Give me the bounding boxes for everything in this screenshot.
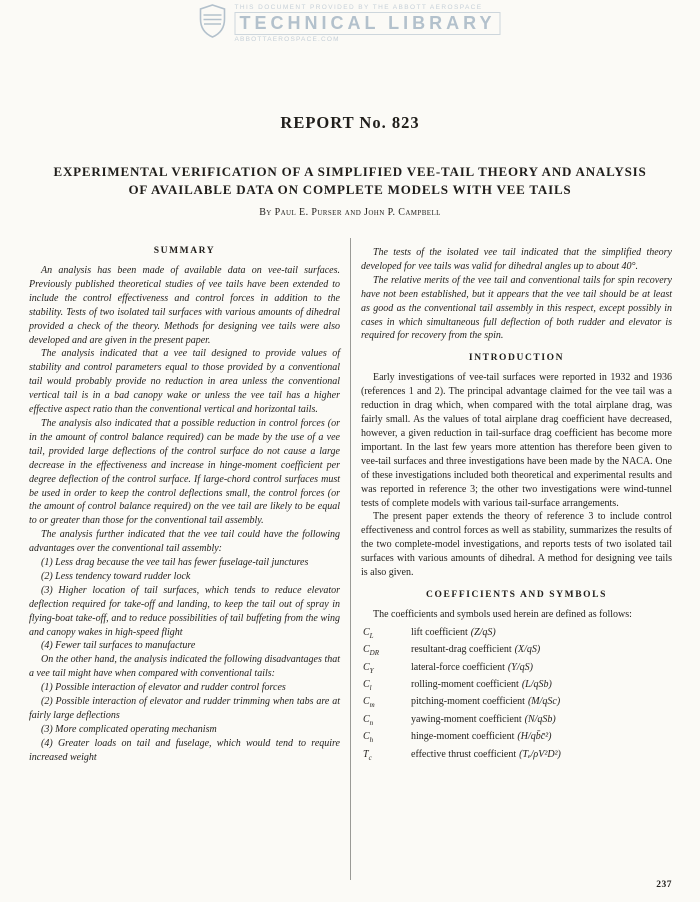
summary-advantage-item: (2) Less tendency toward rudder lock — [41, 570, 191, 582]
symbol-formula: (L/qSb) — [521, 679, 552, 691]
left-column — [29, 246, 340, 765]
symbol-base: C — [363, 644, 370, 656]
symbol-subscript: m — [369, 701, 375, 710]
summary-disadvantage-item: (1) Possible interaction of elevator and rudder control forces — [41, 682, 286, 694]
watermark-text-block — [235, 4, 501, 43]
symbol-definition — [411, 661, 672, 678]
symbol — [361, 748, 411, 765]
symbol-formula: (H/qb̄c̄²) — [517, 731, 552, 743]
symbol-subscript: c — [368, 753, 372, 762]
introduction-heading: INTRODUCTION — [468, 353, 565, 364]
summary-advantage-item: (3) Higher location of tail surfaces, which tends to reduce elevator deflection required for take-off and landing, to keep the tail out of spray in flying-boat take-off, and to reduce possibilities of tail buffeting from the wing and canopy wakes in high-speed flight — [29, 584, 340, 638]
introduction-paragraph: The present paper extends the theory of reference 3 to include control effectiveness and control forces as well as stability, summarizes the results of the two complete-model investigations, and reports tests of two isolated tail surfaces with various amounts of dihedral. A method for designing vee tails is also given. — [361, 511, 672, 579]
symbol-base: C — [363, 713, 370, 725]
symbol-formula: (Tₑ/ρV²D²) — [519, 748, 561, 760]
symbol-row — [361, 695, 672, 712]
symbol-formula: (X/qS) — [514, 644, 541, 656]
symbol-row — [361, 643, 672, 660]
symbol-base: C — [363, 731, 370, 743]
symbol-definition — [411, 748, 672, 765]
summary-advantage-item: (4) Fewer tail surfaces to manufacture — [41, 640, 196, 652]
symbol-row — [361, 748, 672, 765]
symbol-row — [361, 730, 672, 747]
symbol-row — [361, 661, 672, 678]
symbol-definition — [411, 695, 672, 712]
abbott-aerospace-watermark — [200, 4, 501, 43]
symbol-definition-text: yawing-moment coefficient — [411, 713, 522, 725]
summary-paragraph: An analysis has been made of available data on vee-tail surfaces. Previously published theoretical studies of vee tails have been extended to include the control effectiveness and control forces in addition to the stability. Tests of two isolated tail surfaces with various amounts of dihedral provided a check of the theory. Methods for designing vee tails were also developed and are given in the present paper. — [29, 265, 340, 346]
symbol-base: C — [363, 679, 370, 691]
symbol — [361, 695, 411, 712]
symbol-definition — [411, 643, 672, 660]
summary-disadvantage-item: (3) More complicated operating mechanism — [41, 723, 217, 735]
symbol — [361, 730, 411, 747]
symbol-subscript: L — [369, 631, 374, 640]
paper-title-line2: OF AVAILABLE DATA ON COMPLETE MODELS WITH VEE TAILS — [128, 182, 572, 197]
summary-paragraph: On the other hand, the analysis indicated the following disadvantages that a vee tail might have when compared with conventional tails: — [29, 654, 340, 680]
report-number: REPORT No. 823 — [280, 113, 420, 132]
summary-paragraph: The tests of the isolated vee tail indicated that the simplified theory developed for vee tails was valid for dihedral angles up to about 40°. — [361, 247, 672, 272]
coefficients-intro: The coefficients and symbols used herein are defined as follows: — [373, 608, 632, 620]
symbol-definition-text: lift coefficient — [411, 626, 468, 638]
symbol-row — [361, 678, 672, 695]
symbol — [361, 626, 411, 643]
symbol-definition — [411, 713, 672, 730]
summary-paragraph: The analysis indicated that a vee tail designed to provide values of stability and control parameters equal to those provided by a conventional tail would probably provide no reduction in area unless the conventional vertical tail is in a bad canopy wake or unless the vee tail has a higher effective aspect ratio than the conventional vertical and horizontal tails. — [29, 348, 340, 416]
page-number: 237 — [656, 880, 672, 890]
symbol-subscript: DR — [369, 649, 380, 658]
symbol-base: C — [363, 626, 370, 638]
right-column — [361, 246, 672, 765]
symbol-definition-text: pitching-moment coefficient — [411, 696, 525, 708]
symbols-list — [361, 626, 672, 765]
symbol-definition-text: rolling-moment coefficient — [411, 679, 519, 691]
symbol-base: C — [363, 661, 370, 673]
watermark-url-line: ABBOTTAEROSPACE.COM — [234, 36, 340, 43]
symbol-definition-text: lateral-force coefficient — [411, 661, 505, 673]
summary-paragraph: The relative merits of the vee tail and conventional tails for spin recovery have not been established, but it appears that the vee tail should be at least as good as the conventional tail assembly in this respect, except possibly in cases in which simultaneous full deflection of both rudder and elevator is required for recovery from the spin. — [361, 274, 672, 342]
symbol-subscript: h — [369, 736, 374, 745]
symbol-definition-text: effective thrust coefficient — [411, 748, 517, 760]
symbol-formula: (M/qSc) — [527, 696, 561, 708]
symbol-formula: (Y/qS) — [507, 661, 533, 673]
symbol-definition — [411, 626, 672, 643]
watermark-provided-line: THIS DOCUMENT PROVIDED BY THE ABBOTT AEROSPACE — [234, 4, 483, 11]
symbol-subscript: l — [369, 684, 372, 693]
symbol-subscript: Y — [369, 666, 374, 675]
symbol-row — [361, 626, 672, 643]
column-divider-rule — [350, 238, 351, 880]
symbol — [361, 643, 411, 660]
symbol-subscript: n — [369, 718, 374, 727]
symbol-definition — [411, 730, 672, 747]
byline: By Paul E. Purser and John P. Campbell — [259, 207, 441, 218]
introduction-paragraph: Early investigations of vee-tail surfaces were reported in 1932 and 1936 (references 1 and 2). The principal advantage claimed for the vee tail was a reduction in drag which, when compared with the total airplane drag, was fairly small. As the values of total airplane drag coefficient have decreased, however, a given reduction in tail-surface drag coefficient has become more important. In the last few years more attention has therefore been given to vee-tail surfaces and three investigations have been made by the NACA. One of these investigations included both theoretical and experimental results and was reported in reference 3; the other two investigations were wind-tunnel tests of complete models with various tail-surface arrangements. — [361, 372, 672, 509]
coefficients-heading: COEFFICIENTS AND SYMBOLS — [426, 589, 607, 600]
symbol-formula: (N/qSb) — [524, 713, 556, 725]
paper-title-line1: EXPERIMENTAL VERIFICATION OF A SIMPLIFIED VEE-TAIL THEORY AND ANALYSIS — [53, 164, 647, 179]
paper-title — [0, 163, 700, 199]
symbol — [361, 678, 411, 695]
symbol-definition-text: resultant-drag coefficient — [411, 644, 512, 656]
summary-paragraph: The analysis further indicated that the vee tail could have the following advantages over the conventional tail assembly: — [29, 529, 340, 555]
summary-disadvantage-item: (2) Possible interaction of elevator and rudder trimming when tabs are at fairly large deflections — [29, 696, 340, 721]
summary-advantage-item: (1) Less drag because the vee tail has fewer fuselage-tail junctures — [41, 557, 309, 569]
summary-disadvantage-item: (4) Greater loads on tail and fuselage, which would tend to require increased weight — [29, 737, 340, 763]
symbol-formula: (Z/qS) — [470, 626, 496, 638]
watermark-library-line: TECHNICAL LIBRARY — [235, 12, 501, 35]
summary-paragraph: The analysis also indicated that a possible reduction in control forces (or in the amount of control balance required) can be made by the use of a vee tail, provided large deflections of the control surface do not cause a large decrease in the effectiveness and increase in hinge-moment coefficient per degree deflection of the control surface. If large-chord control surfaces must be used in order to keep the control deflections small, the control forces (or the amount of control balance required) on the vee tail are likely to be equal to or greater than those for the conventional tail assembly. — [29, 417, 340, 527]
symbol — [361, 713, 411, 730]
symbol — [361, 661, 411, 678]
symbol-base: T — [363, 748, 369, 760]
symbol-base: C — [363, 696, 370, 708]
abbott-shield-icon — [200, 4, 226, 43]
summary-heading: SUMMARY — [153, 246, 216, 256]
symbol-definition-text: hinge-moment coefficient — [411, 731, 515, 743]
symbol-definition — [411, 678, 672, 695]
symbol-row — [361, 713, 672, 730]
